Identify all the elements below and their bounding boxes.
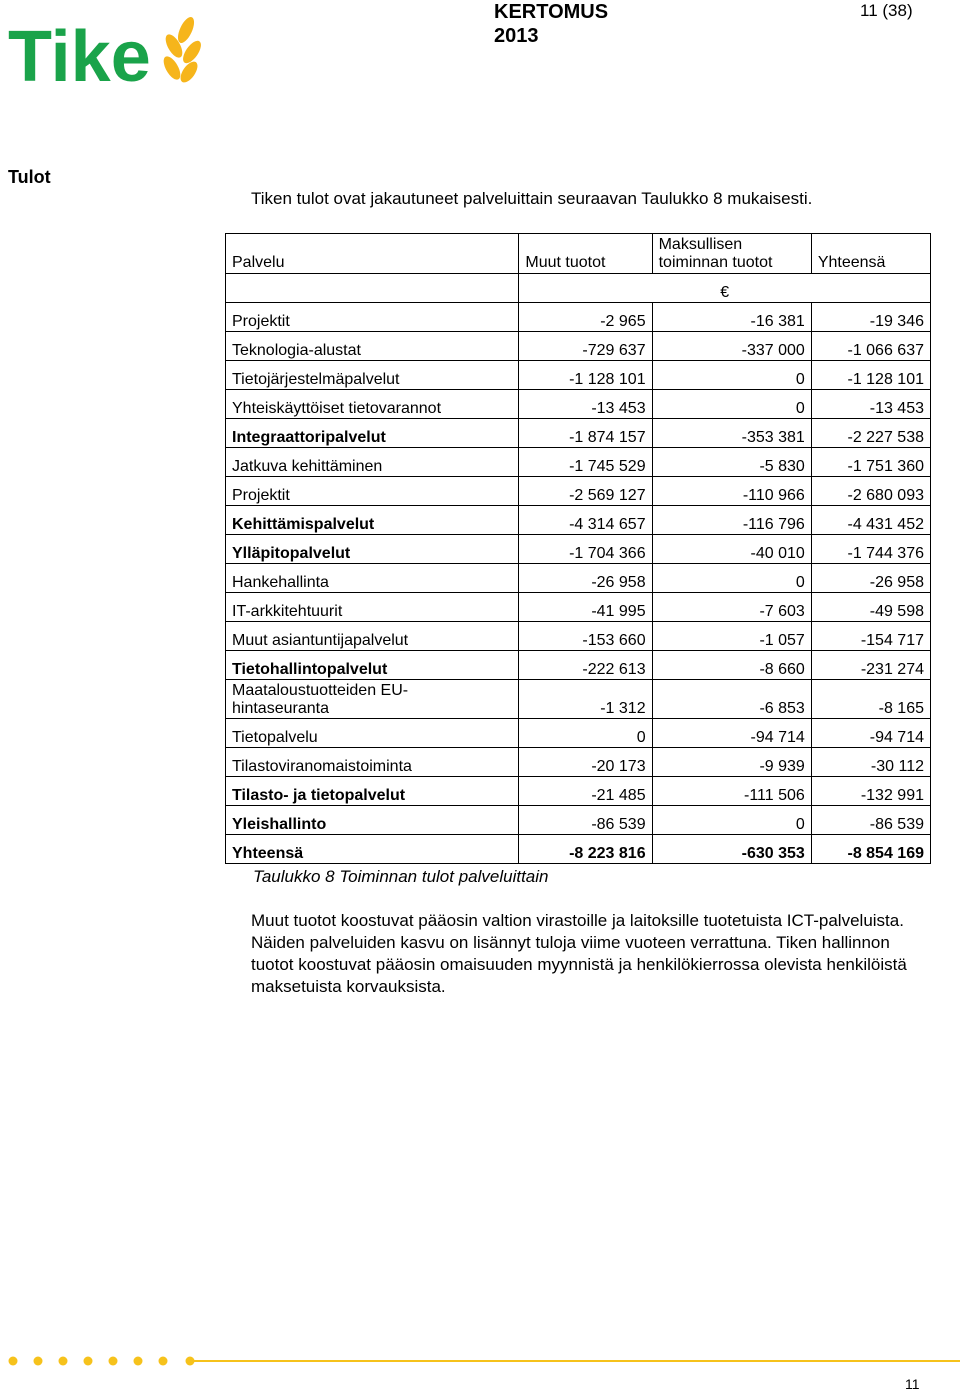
row-total: -2 680 093 — [811, 477, 930, 506]
row-paid-income: -16 381 — [652, 303, 811, 332]
row-paid-income: -9 939 — [652, 748, 811, 777]
row-total: -154 717 — [811, 622, 930, 651]
footer-dotted-line — [8, 1352, 960, 1370]
row-total: -2 227 538 — [811, 419, 930, 448]
header-service: Palvelu — [226, 234, 519, 274]
row-total: -94 714 — [811, 719, 930, 748]
row-total: -1 066 637 — [811, 332, 930, 361]
row-other-income: -86 539 — [519, 806, 652, 835]
row-other-income: -1 128 101 — [519, 361, 652, 390]
row-paid-income: 0 — [652, 564, 811, 593]
row-total: -8 165 — [811, 680, 930, 719]
income-table — [225, 233, 931, 864]
row-total: -1 751 360 — [811, 448, 930, 477]
table-row — [226, 332, 931, 361]
table-row — [226, 448, 931, 477]
row-service-name: Tietojärjestelmäpalvelut — [226, 361, 519, 390]
row-total: -13 453 — [811, 390, 930, 419]
row-other-income: -8 223 816 — [519, 835, 652, 864]
row-total: -19 346 — [811, 303, 930, 332]
table-row — [226, 477, 931, 506]
row-other-income: -1 745 529 — [519, 448, 652, 477]
row-other-income: -4 314 657 — [519, 506, 652, 535]
row-service-name — [226, 680, 519, 719]
row-other-income: -2 965 — [519, 303, 652, 332]
table-row — [226, 748, 931, 777]
row-other-income: -13 453 — [519, 390, 652, 419]
table-header-row — [226, 234, 931, 274]
row-total: -26 958 — [811, 564, 930, 593]
row-total: -30 112 — [811, 748, 930, 777]
row-other-income: 0 — [519, 719, 652, 748]
row-other-income: -41 995 — [519, 593, 652, 622]
row-service-name: Teknologia-alustat — [226, 332, 519, 361]
table-row — [226, 835, 931, 864]
row-paid-income: -1 057 — [652, 622, 811, 651]
row-paid-income: 0 — [652, 361, 811, 390]
row-paid-income: 0 — [652, 390, 811, 419]
table-row — [226, 806, 931, 835]
document-year: 2013 — [494, 25, 539, 47]
row-paid-income: -116 796 — [652, 506, 811, 535]
row-other-income: -21 485 — [519, 777, 652, 806]
row-service-name: IT-arkkitehtuurit — [226, 593, 519, 622]
row-other-income: -222 613 — [519, 651, 652, 680]
row-paid-income: -8 660 — [652, 651, 811, 680]
header-paid-income — [652, 234, 811, 274]
header-other-income: Muut tuotot — [519, 234, 652, 274]
row-total: -4 431 452 — [811, 506, 930, 535]
row-paid-income: -630 353 — [652, 835, 811, 864]
header-paid-line1: Maksullisen — [658, 236, 743, 253]
table-row — [226, 593, 931, 622]
row-other-income: -1 312 — [519, 680, 652, 719]
row-paid-income: -7 603 — [652, 593, 811, 622]
row-total: -132 991 — [811, 777, 930, 806]
row-other-income: -1 874 157 — [519, 419, 652, 448]
row-total: -1 128 101 — [811, 361, 930, 390]
unit-empty-cell — [226, 274, 519, 303]
row-service-name: Tietohallintopalvelut — [226, 651, 519, 680]
row-other-income: -729 637 — [519, 332, 652, 361]
row-paid-income: -337 000 — [652, 332, 811, 361]
row-total: -86 539 — [811, 806, 930, 835]
table-row — [226, 419, 931, 448]
row-paid-income: -111 506 — [652, 777, 811, 806]
row-total: -1 744 376 — [811, 535, 930, 564]
row-service-name: Yhteiskäyttöiset tietovarannot — [226, 390, 519, 419]
row-other-income: -20 173 — [519, 748, 652, 777]
logo-wordmark: Tike — [8, 17, 151, 86]
row-service-name: Tilasto- ja tietopalvelut — [226, 777, 519, 806]
table-unit-row — [226, 274, 931, 303]
row-other-income: -2 569 127 — [519, 477, 652, 506]
row-service-name: Kehittämispalvelut — [226, 506, 519, 535]
table-row — [226, 390, 931, 419]
document-title-text: KERTOMUS — [494, 1, 609, 23]
row-service-name: Ylläpitopalvelut — [226, 535, 519, 564]
row-service-name: Muut asiantuntijapalvelut — [226, 622, 519, 651]
row-other-income: -153 660 — [519, 622, 652, 651]
footer-dots — [9, 1357, 195, 1366]
row-other-income: -1 704 366 — [519, 535, 652, 564]
table-row — [226, 303, 931, 332]
row-service-name: Tilastoviranomaistoiminta — [226, 748, 519, 777]
row-total: -8 854 169 — [811, 835, 930, 864]
row-service-name-line: hintaseuranta — [232, 700, 329, 717]
footer-page-number: 11 — [905, 1376, 920, 1392]
row-paid-income: -110 966 — [652, 477, 811, 506]
row-service-name: Tietopalvelu — [226, 719, 519, 748]
row-other-income: -26 958 — [519, 564, 652, 593]
section-title: Tulot — [8, 167, 51, 187]
table-row — [226, 651, 931, 680]
row-paid-income: 0 — [652, 806, 811, 835]
row-paid-income: -40 010 — [652, 535, 811, 564]
row-service-name: Hankehallinta — [226, 564, 519, 593]
row-paid-income: -94 714 — [652, 719, 811, 748]
intro-text: Tiken tulot ovat jakautuneet palveluittain seuraavan Taulukko 8 mukaisesti. — [251, 189, 813, 208]
row-total: -231 274 — [811, 651, 930, 680]
tike-logo — [8, 10, 203, 86]
row-service-name: Yleishallinto — [226, 806, 519, 835]
row-paid-income: -5 830 — [652, 448, 811, 477]
table-caption: Taulukko 8 Toiminnan tulot palveluittain — [253, 867, 549, 886]
header-paid-line2: toiminnan tuotot — [658, 254, 773, 271]
table-row — [226, 680, 931, 719]
table-row — [226, 564, 931, 593]
table-row — [226, 777, 931, 806]
row-total: -49 598 — [811, 593, 930, 622]
header-total: Yhteensä — [811, 234, 930, 274]
row-service-name: Jatkuva kehittäminen — [226, 448, 519, 477]
row-paid-income: -353 381 — [652, 419, 811, 448]
row-service-name: Yhteensä — [226, 835, 519, 864]
table-row — [226, 535, 931, 564]
row-service-name: Projektit — [226, 303, 519, 332]
body-paragraph: Muut tuotot koostuvat pääosin valtion virastoille ja laitoksille tuotetuista ICT-palveluista. Näiden palveluiden kasvu on lisännyt tuloja viime vuoteen verrattuna. Tiken hallinnon tuotot koostuvat pääosin omaisuuden myynnistä ja henkilökierrossa olevista henkilöistä maksetuista korvauksista. — [251, 911, 907, 996]
row-paid-income: -6 853 — [652, 680, 811, 719]
table-row — [226, 719, 931, 748]
wheat-icon — [160, 15, 203, 85]
row-service-name: Projektit — [226, 477, 519, 506]
unit-label: € — [519, 274, 931, 303]
row-service-name: Integraattoripalvelut — [226, 419, 519, 448]
table-row — [226, 622, 931, 651]
document-title — [494, 0, 608, 48]
row-service-name-line: Maataloustuotteiden EU- — [232, 682, 409, 699]
table-row — [226, 361, 931, 390]
page-reference: 11 (38) — [860, 1, 913, 20]
table-row — [226, 506, 931, 535]
